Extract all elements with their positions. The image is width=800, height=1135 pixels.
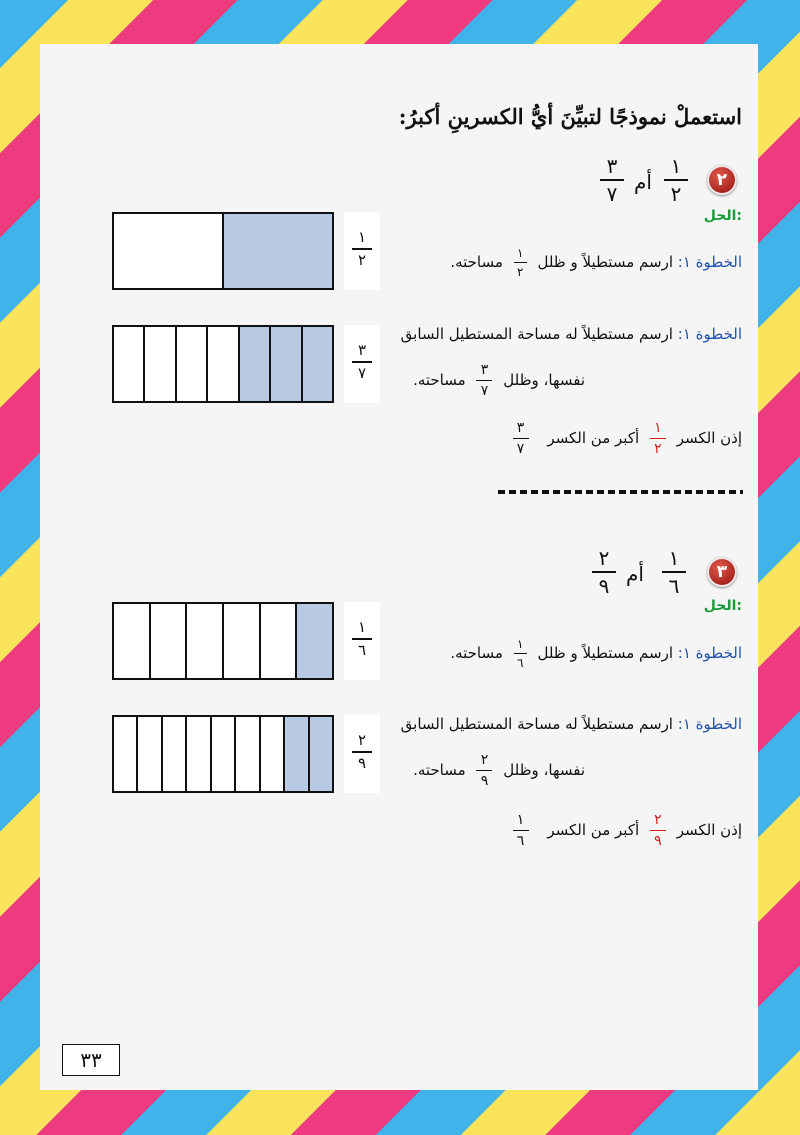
fraction-model-rect — [112, 325, 334, 403]
model-fraction-label: ١ ٦ — [352, 620, 372, 658]
section-divider — [498, 490, 743, 494]
problem-fraction-a: ١ ٢ — [664, 156, 688, 204]
fraction-model-rect — [112, 212, 334, 290]
model-cell — [114, 214, 222, 288]
step-line-continued: نفسها، وظلل ٢ ٩ مساحته. — [413, 752, 585, 789]
problem-number-badge: ٢ — [707, 165, 737, 195]
fraction-model-rect — [112, 602, 334, 680]
problem-fraction-b: ٢ ٩ — [592, 548, 616, 596]
problem-fraction-b: ٣ ٧ — [600, 156, 624, 204]
step-line: الخطوة ١: ارسم مستطيلاً و ظلل ١ ٢ مساحته. — [450, 246, 742, 279]
page-title: استعملْ نموذجًا لتبيِّنَ أيُّ الكسرينِ أكبرُ: — [398, 104, 742, 129]
step-line: الخطوة ١: ارسم مستطيلاً و ظلل ١ ٦ مساحته. — [450, 637, 742, 670]
fraction-model-rect — [112, 715, 334, 793]
step-line-continued: نفسها، وظلل ٣ ٧ مساحته. — [413, 362, 585, 399]
page-number: ٣٣ — [62, 1044, 120, 1076]
connector-word: أم — [626, 562, 644, 586]
problem-number-badge: ٣ — [707, 557, 737, 587]
step-line: الخطوة ١: ارسم مستطيلاً له مساحة المستطيل السابق — [400, 715, 742, 733]
connector-word: أم — [634, 170, 652, 194]
solution-label: الحل: — [703, 598, 742, 614]
model-fraction-label: ٣ ٧ — [352, 343, 372, 381]
step-line: الخطوة ١: ارسم مستطيلاً له مساحة المستطيل السابق — [400, 325, 742, 343]
conclusion-line: إذن الكسر ٢ ٩ أكبر من الكسر ١ ٦ — [507, 812, 742, 849]
solution-label: الحل: — [703, 208, 742, 224]
model-cell-shaded — [222, 214, 332, 288]
problem-fraction-a: ١ ٦ — [662, 548, 686, 596]
conclusion-line: إذن الكسر ١ ٢ أكبر من الكسر ٣ ٧ — [507, 420, 742, 457]
model-fraction-label: ٢ ٩ — [352, 733, 372, 771]
model-fraction-label: ١ ٢ — [352, 230, 372, 268]
worksheet-page — [40, 44, 758, 1090]
